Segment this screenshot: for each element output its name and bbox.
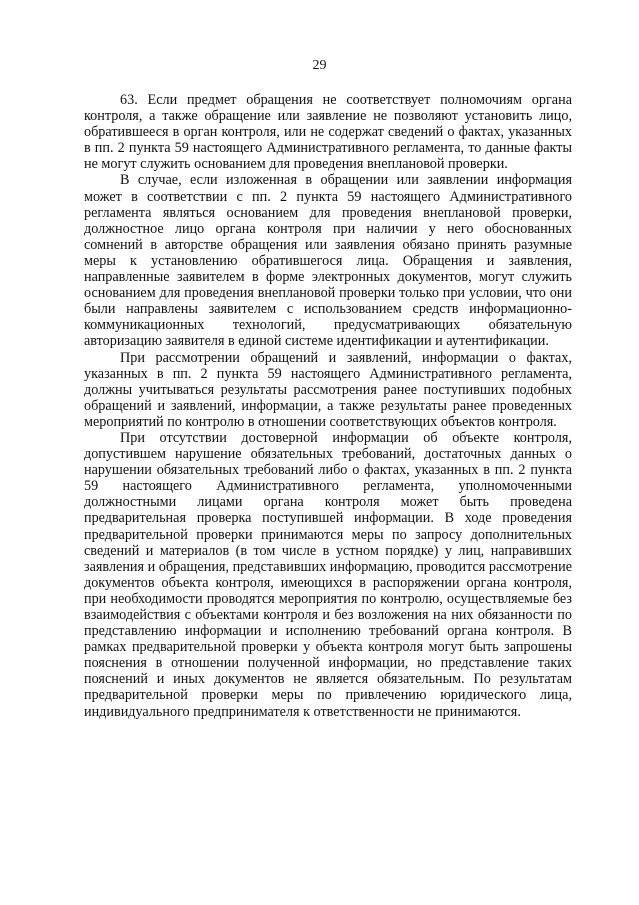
paragraph-consideration: При рассмотрении обращений и заявлений, информации о фактах, указанных в пп. 2 пункта 59 настоящего Административного регламента, должны учитываться результаты рассмотрения ранее поступивших подобных обращений и заявлений, информации, а также результаты ранее проведенных мероприятий по контролю в отношении соответствующих объектов контроля.	[84, 349, 572, 430]
paragraph-preliminary-check: При отсутствии достоверной информации об объекте контроля, допустившем нарушение обязательных требований, достаточных данных о нарушении обязательных требований либо о фактах, указанных в пп. 2 пункта 59 настоящего Административного регламента, уполномоченными должностными лицами органа контроля может быть проведена предварительная проверка поступившей информации. В ходе проведения предварительной проверки принимаются меры по запросу дополнительных сведений и материалов (в том числе в устном порядке) у лиц, направивших заявления и обращения, представивших информацию, проводится рассмотрение документов объекта контроля, имеющихся в распоряжении органа контроля, при необходимости проводятся мероприятия по контролю, осуществляемые без взаимодействия с объектами контроля и без возложения на них обязанности по представлению информации и исполнению требований органа контроля. В рамках предварительной проверки у объекта контроля могут быть запрошены пояснения в отношении полученной информации, но представление таких пояснений и иных документов не является обязательным. По результатам предварительной проверки меры по привлечению юридического лица, индивидуального предпринимателя к ответственности не принимаются.	[84, 429, 572, 720]
paragraph-info-basis: В случае, если изложенная в обращении или заявлении информация может в соответствии с пп. 2 пункта 59 настоящего Административного регламента являться основанием для проведения внеплановой проверки, должностное лицо органа контроля при наличии у него обоснованных сомнений в авторстве обращения или заявления обязано принять разумные меры к установлению обратившегося лица. Обращения и заявления, направленные заявителем в форме электронных документов, могут служить основанием для проведения внеплановой проверки только при условии, что они были направлены заявителем с использованием средств информационно-коммуникационных технологий, предусматривающих обязательную авторизацию заявителя в единой системе идентификации и аутентификации.	[84, 172, 572, 350]
paragraph-63: 63. Если предмет обращения не соответствует полномочиям органа контроля, а также обращение или заявление не позволяют установить лицо, обратившееся в орган контроля, или не содержат сведений о фактах, указанных в пп. 2 пункта 59 настоящего Административного регламента, то данные факты не могут служить основанием для проведения внеплановой проверки.	[84, 92, 572, 173]
document-body	[84, 92, 572, 720]
page-number: 29	[312, 58, 327, 73]
